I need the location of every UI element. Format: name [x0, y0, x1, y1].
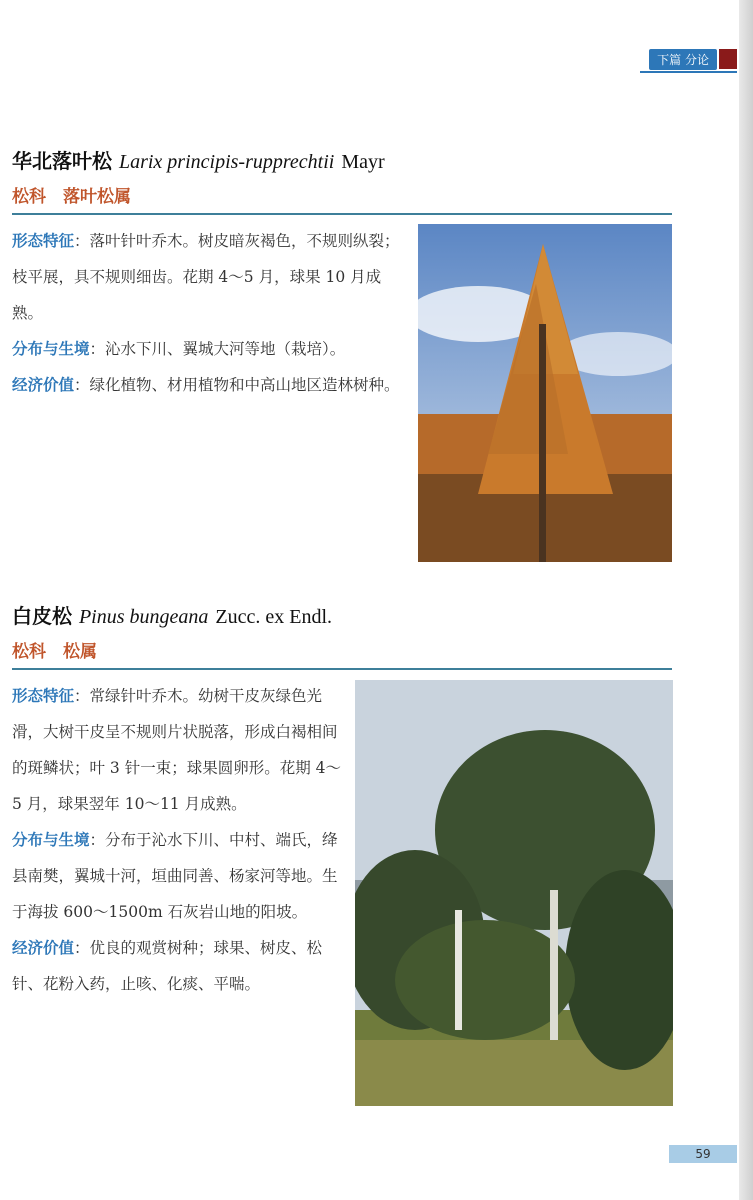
author-name: Zucc. ex Endl.: [215, 606, 332, 628]
chinese-name: 华北落叶松: [12, 149, 112, 173]
morphology-paragraph: [12, 678, 342, 822]
economic-label: 经济价值: [12, 375, 75, 394]
family-genus: 松科 松属: [12, 642, 97, 662]
latin-name: Pinus bungeana: [78, 606, 209, 628]
morphology-label: 形态特征: [12, 231, 75, 250]
distribution-label: 分布与生境: [12, 339, 90, 358]
morphology-text: ：落叶针叶乔木。树皮暗灰褐色，不规则纵裂；枝平展，具不规则细齿。花期 4～5 月，球果 10 月成熟。: [12, 232, 400, 322]
header-rule: [640, 71, 737, 73]
economic-label: 经济价值: [12, 938, 75, 957]
distribution-paragraph: [12, 822, 342, 930]
section-rule: [12, 668, 672, 670]
economic-paragraph: [12, 930, 342, 1002]
white-bark-pine-photo: [355, 680, 673, 1106]
section-rule: [12, 213, 672, 215]
morphology-text: ：常绿针叶乔木。幼树干皮灰绿色光滑，大树干皮呈不规则片状脱落，形成白褐相间的斑鳞状；叶 3 针一束；球果圆卵形。花期 4～5 月，球果翌年 10～11 月成熟。: [12, 687, 342, 813]
chinese-name: 白皮松: [12, 604, 72, 628]
species-title: [12, 145, 672, 174]
larch-photo: [418, 224, 672, 562]
page-number: 59: [669, 1145, 737, 1163]
economic-text: ：绿化植物、材用植物和中高山地区造林树种。: [74, 376, 400, 394]
distribution-text: ：分布于沁水下川、中村、端氏，绛县南樊，翼城十河，垣曲同善、杨家河等地。生于海拔 600～1500m 石灰岩山地的阳坡。: [12, 831, 338, 921]
distribution-paragraph: [12, 331, 402, 367]
section-tab-decoration: [719, 49, 737, 69]
distribution-text: ：沁水下川、翼城大河等地（栽培）。: [89, 340, 346, 358]
economic-paragraph: [12, 367, 402, 403]
latin-name: Larix principis-rupprechtii: [118, 151, 335, 173]
economic-text: ：优良的观赏树种；球果、树皮、松针、花粉入药，止咳、化痰、平喘。: [12, 939, 323, 993]
species-description: [12, 223, 402, 403]
morphology-paragraph: [12, 223, 402, 331]
morphology-label: 形态特征: [12, 686, 75, 705]
species-title: [12, 600, 672, 629]
author-name: Mayr: [341, 151, 385, 173]
distribution-label: 分布与生境: [12, 830, 90, 849]
species-description: [12, 678, 342, 1002]
page-edge: [739, 0, 753, 1200]
section-tab: 下篇 分论: [649, 49, 717, 70]
family-genus: 松科 落叶松属: [12, 187, 131, 207]
